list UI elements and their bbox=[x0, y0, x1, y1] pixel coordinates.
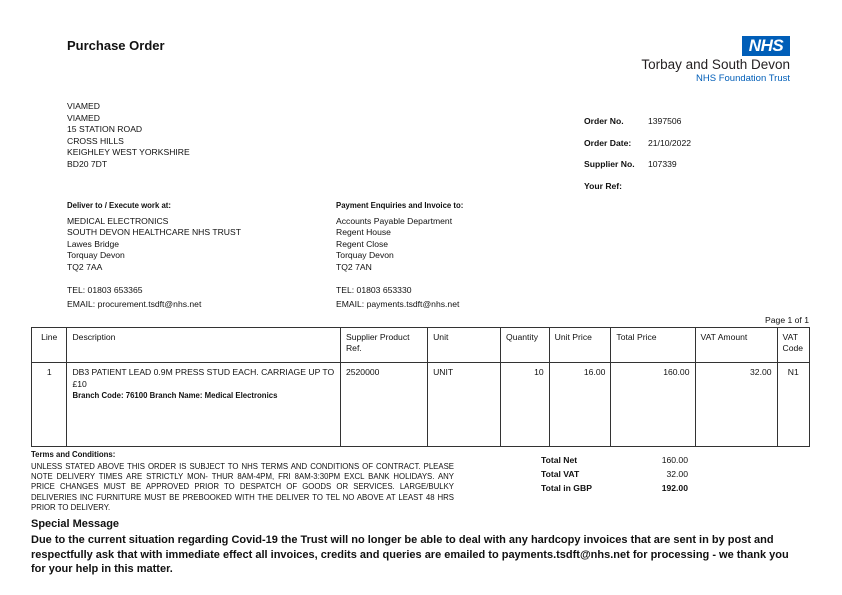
total-gbp-value: 192.00 bbox=[661, 483, 688, 493]
order-lines-table bbox=[31, 327, 810, 447]
total-vat-row bbox=[541, 469, 688, 483]
col-header-vat-code: VAT Code bbox=[777, 328, 809, 363]
address-line: 15 STATION ROAD bbox=[67, 124, 143, 134]
org-subtitle: NHS Foundation Trust bbox=[696, 73, 790, 84]
table-header-row bbox=[32, 328, 810, 363]
col-header-unit: Unit bbox=[428, 328, 501, 363]
total-net-label: Total Net bbox=[541, 455, 578, 465]
page-title: Purchase Order bbox=[67, 38, 165, 53]
supplier-number-row bbox=[584, 159, 691, 181]
your-ref-label: Your Ref: bbox=[584, 180, 623, 191]
payment-line: Regent Close bbox=[336, 238, 389, 249]
address-line: BD20 7DT bbox=[67, 158, 108, 169]
terms-text: UNLESS STATED ABOVE THIS ORDER IS SUBJECT TO NHS TERMS AND CONDITIONS OF CONTRACT. PLEASE NOTE DELIVERY TIMES ARE STRICTLY MON- THUR 8AM-4PM, FRI 8AM-3:30PM EXCL BANK HOLIDAYS. ANY PRICE CHANGES MUST BE APPROVED PRIOR TO DESPATCH OF GOODS OR SERVICES. LARGE/BULKY DELIVERIES INC FURNITURE MUST BE PREBOOKED WITH THE DELIVER TO TEL NO ABOVE AT LEAST 48 HRS PRIOR TO DELIVERY. bbox=[31, 462, 454, 512]
payment-heading: Payment Enquiries and Invoice to: bbox=[336, 201, 464, 210]
payment-line: Regent House bbox=[336, 227, 391, 237]
cell-vat-amount: 32.00 bbox=[695, 363, 777, 447]
deliver-to-block bbox=[67, 200, 241, 310]
nhs-logo bbox=[600, 36, 795, 86]
supplier-address bbox=[67, 101, 190, 170]
cell-unit: UNIT bbox=[428, 363, 501, 447]
your-ref-row bbox=[584, 181, 691, 203]
cell-total-price: 160.00 bbox=[611, 363, 695, 447]
payment-email: EMAIL: payments.tsdft@nhs.net bbox=[336, 298, 460, 309]
order-number-value: 1397506 bbox=[648, 116, 682, 126]
supplier-number-value: 107339 bbox=[648, 159, 677, 169]
address-line: KEIGHLEY WEST YORKSHIRE bbox=[67, 147, 190, 157]
org-name: Torbay and South Devon bbox=[641, 57, 790, 72]
description-text: DB3 PATIENT LEAD 0.9M PRESS STUD EACH. CARRIAGE UP TO £10 bbox=[72, 367, 335, 389]
order-date-row bbox=[584, 138, 691, 160]
page-number: Page 1 of 1 bbox=[765, 315, 809, 325]
total-gbp-label: Total in GBP bbox=[541, 483, 592, 493]
deliver-to-heading: Deliver to / Execute work at: bbox=[67, 201, 171, 210]
cell-description bbox=[67, 363, 341, 447]
cell-line: 1 bbox=[32, 363, 67, 447]
address-line: VIAMED bbox=[67, 101, 100, 111]
address-line: VIAMED bbox=[67, 112, 100, 123]
payment-line: Torquay Devon bbox=[336, 250, 394, 260]
terms-heading: Terms and Conditions: bbox=[31, 450, 116, 459]
deliver-line: MEDICAL ELECTRONICS bbox=[67, 215, 169, 226]
total-gbp-row bbox=[541, 483, 688, 497]
deliver-line: Lawes Bridge bbox=[67, 238, 120, 249]
order-number-label: Order No. bbox=[584, 116, 624, 126]
col-header-quantity: Quantity bbox=[501, 328, 550, 363]
special-message-text: Due to the current situation regarding Covid-19 the Trust will no longer be able to deal with any hardcopy invoices that are sent in by post and respectfully ask that with immediate effect all invoices, credits and queries are emailed to payments.tsdft@nhs.net for processing - we thank you for your help in this matter. bbox=[31, 534, 789, 575]
deliver-line: Torquay Devon bbox=[67, 250, 125, 260]
nhs-badge: NHS bbox=[742, 36, 790, 56]
col-header-description: Description bbox=[67, 328, 341, 363]
col-header-vat-amount: VAT Amount bbox=[695, 328, 777, 363]
total-net-row bbox=[541, 455, 688, 469]
deliver-email: EMAIL: procurement.tsdft@nhs.net bbox=[67, 298, 202, 309]
deliver-line: SOUTH DEVON HEALTHCARE NHS TRUST bbox=[67, 227, 241, 237]
order-number-row bbox=[584, 116, 691, 138]
branch-info: Branch Code: 76100 Branch Name: Medical Electronics bbox=[72, 391, 278, 400]
col-header-line: Line bbox=[32, 328, 67, 363]
order-date-value: 21/10/2022 bbox=[648, 137, 692, 148]
cell-supplier-ref: 2520000 bbox=[340, 363, 427, 447]
payment-line: Accounts Payable Department bbox=[336, 215, 453, 226]
cell-vat-code: N1 bbox=[777, 363, 809, 447]
col-header-unit-price: Unit Price bbox=[549, 328, 611, 363]
address-line: CROSS HILLS bbox=[67, 135, 124, 146]
total-vat-value: 32.00 bbox=[666, 469, 688, 479]
table-row bbox=[32, 363, 810, 447]
total-vat-label: Total VAT bbox=[541, 469, 580, 479]
deliver-line: TQ2 7AA bbox=[67, 261, 103, 272]
deliver-tel: TEL: 01803 653365 bbox=[67, 285, 143, 295]
order-info bbox=[584, 116, 691, 202]
payment-block bbox=[336, 200, 463, 310]
cell-quantity: 10 bbox=[501, 363, 550, 447]
totals-block bbox=[541, 455, 688, 497]
col-header-total-price: Total Price bbox=[611, 328, 695, 363]
special-message-heading: Special Message bbox=[31, 518, 120, 530]
payment-tel: TEL: 01803 653330 bbox=[336, 285, 412, 295]
total-net-value: 160.00 bbox=[661, 455, 688, 465]
col-header-supplier-ref: Supplier Product Ref. bbox=[340, 328, 427, 363]
payment-line: TQ2 7AN bbox=[336, 261, 372, 272]
order-date-label: Order Date: bbox=[584, 137, 632, 148]
cell-unit-price: 16.00 bbox=[549, 363, 611, 447]
supplier-number-label: Supplier No. bbox=[584, 159, 635, 169]
